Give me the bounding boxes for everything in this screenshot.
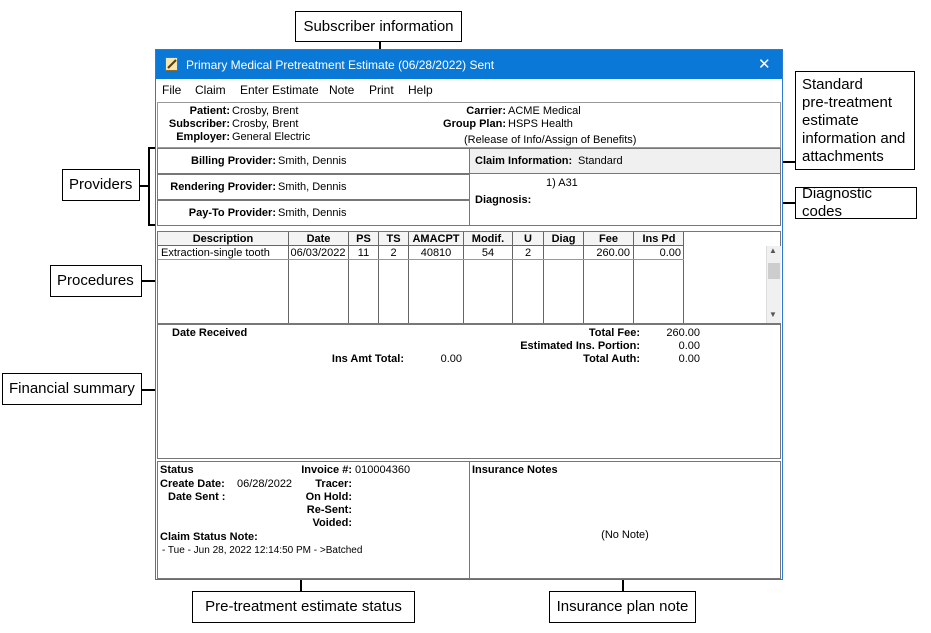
cell-description[interactable]: Extraction-single tooth: [161, 247, 270, 259]
payto-provider-box: [157, 200, 470, 226]
payto-provider-label: Pay-To Provider:: [188, 207, 276, 219]
financial-summary: [157, 324, 781, 459]
cell-ts[interactable]: 2: [390, 247, 397, 259]
callout-standard-line: attachments: [802, 148, 884, 165]
patient-label: Patient:: [189, 105, 230, 117]
voided-label: Voided:: [312, 517, 352, 529]
cell-u[interactable]: 2: [524, 247, 532, 259]
insurance-notes-section: [469, 461, 781, 579]
cell-amacpt[interactable]: 40810: [420, 247, 452, 259]
diagnosis-code: 1) A31: [546, 177, 578, 189]
date-received-label: Date Received: [172, 327, 248, 339]
carrier-value: ACME Medical: [508, 105, 581, 117]
callout-diagnostic-codes: Diagnostic codes: [795, 187, 917, 219]
billing-provider-box: [157, 148, 470, 174]
rendering-provider-box: [157, 174, 470, 200]
window-title: Primary Medical Pretreatment Estimate (06/28/2022) Sent: [186, 58, 495, 72]
menu-note[interactable]: Note: [329, 83, 355, 97]
callout-standard-line: pre-treatment: [802, 94, 893, 111]
total-fee-value: 260.00: [666, 327, 700, 339]
estimated-ins-portion-label: Estimated Ins. Portion:: [520, 340, 640, 352]
estimate-window: [155, 49, 783, 580]
header-diag: Diag: [551, 233, 576, 245]
cell-fee[interactable]: 260.00: [596, 247, 630, 259]
diagnosis-box: [469, 173, 781, 226]
header-modif: Modif.: [471, 233, 505, 245]
tracer-label: Tracer:: [315, 478, 352, 490]
payto-provider-value: Smith, Dennis: [278, 207, 347, 219]
scroll-up-icon[interactable]: ▲: [769, 246, 777, 255]
invoice-value: 010004360: [355, 464, 411, 476]
scroll-thumb[interactable]: [768, 263, 780, 279]
menu-help[interactable]: Help: [408, 83, 433, 97]
callout-standard-line: Standard: [802, 76, 863, 93]
callout-standard-estimate-info: [795, 71, 915, 170]
header-fee: Fee: [599, 233, 618, 245]
billing-provider-label: Billing Provider:: [191, 155, 276, 167]
claim-status-note-value: - Tue - Jun 28, 2022 12:14:50 PM - >Batched: [162, 545, 363, 556]
claim-information-value: Standard: [578, 155, 623, 167]
header-ts: TS: [386, 233, 401, 245]
subscriber-label: Subscriber:: [168, 118, 230, 130]
estimated-ins-portion-value: 0.00: [678, 340, 700, 352]
date-sent-label: Date Sent :: [168, 491, 226, 503]
invoice-label: Invoice #:: [301, 464, 352, 476]
release-of-info: (Release of Info/Assign of Benefits): [464, 134, 637, 146]
callout-financial-summary: Financial summary: [2, 373, 142, 405]
procedures-grid: [157, 231, 781, 324]
group-plan-label: Group Plan:: [443, 118, 506, 130]
claim-information-label: Claim Information:: [475, 155, 573, 167]
close-icon[interactable]: ✕: [758, 56, 771, 73]
rendering-provider-label: Rendering Provider:: [170, 181, 276, 193]
total-auth-value: 0.00: [678, 353, 700, 365]
status-label: Status: [160, 464, 194, 476]
employer-value: General Electric: [232, 131, 311, 143]
group-plan-value: HSPS Health: [508, 118, 573, 130]
patient-value: Crosby, Brent: [232, 105, 299, 117]
ins-amt-total-label: Ins Amt Total:: [331, 353, 404, 365]
re-sent-label: Re-Sent:: [306, 504, 352, 516]
callout-providers: Providers: [62, 169, 140, 201]
claim-status-note-label: Claim Status Note:: [160, 531, 258, 543]
menu-file[interactable]: File: [162, 83, 182, 97]
callout-subscriber-information: Subscriber information: [295, 11, 462, 42]
menu-enter-estimate[interactable]: Enter Estimate: [240, 83, 319, 97]
subscriber-value: Crosby, Brent: [232, 118, 299, 130]
cell-ps[interactable]: 11: [357, 247, 370, 259]
menu-bar: [156, 79, 782, 101]
vertical-scrollbar[interactable]: [766, 246, 781, 323]
employer-label: Employer:: [176, 131, 230, 143]
header-amacpt: AMACPT: [412, 233, 460, 245]
cell-modif[interactable]: 54: [481, 247, 495, 259]
title-bar: [156, 50, 782, 79]
total-auth-label: Total Auth:: [583, 353, 640, 365]
create-date-label: Create Date:: [160, 478, 225, 490]
table-row[interactable]: [158, 246, 684, 260]
total-fee-label: Total Fee:: [588, 327, 640, 339]
callout-standard-line: estimate: [802, 112, 859, 129]
notepad-icon: [165, 57, 178, 71]
billing-provider-value: Smith, Dennis: [278, 155, 347, 167]
callout-standard-line: information and: [802, 130, 906, 147]
subscriber-section: [157, 102, 781, 148]
insurance-notes-label: Insurance Notes: [472, 464, 558, 476]
callout-line: [140, 185, 149, 187]
callout-insurance-plan-note: Insurance plan note: [549, 591, 696, 623]
menu-print[interactable]: Print: [369, 83, 394, 97]
header-ps: PS: [356, 233, 371, 245]
claim-information-box: [469, 148, 781, 174]
menu-claim[interactable]: Claim: [195, 83, 226, 97]
scroll-down-icon[interactable]: ▼: [769, 310, 777, 319]
carrier-label: Carrier:: [466, 105, 506, 117]
insurance-notes-value: (No Note): [601, 529, 649, 541]
callout-procedures: Procedures: [50, 265, 142, 297]
header-description: Description: [192, 233, 254, 245]
status-section: [157, 461, 471, 579]
header-date: Date: [306, 233, 331, 245]
cell-ins-pd[interactable]: 0.00: [659, 247, 681, 259]
cell-date[interactable]: 06/03/2022: [290, 247, 346, 259]
header-u: U: [524, 233, 532, 245]
header-ins-pd: Ins Pd: [642, 233, 676, 245]
on-hold-label: On Hold:: [305, 491, 352, 503]
callout-estimate-status: Pre-treatment estimate status: [192, 591, 415, 623]
diagnosis-label: Diagnosis:: [475, 194, 532, 206]
ins-amt-total-value: 0.00: [440, 353, 462, 365]
create-date-value: 06/28/2022: [237, 478, 293, 490]
rendering-provider-value: Smith, Dennis: [278, 181, 347, 193]
